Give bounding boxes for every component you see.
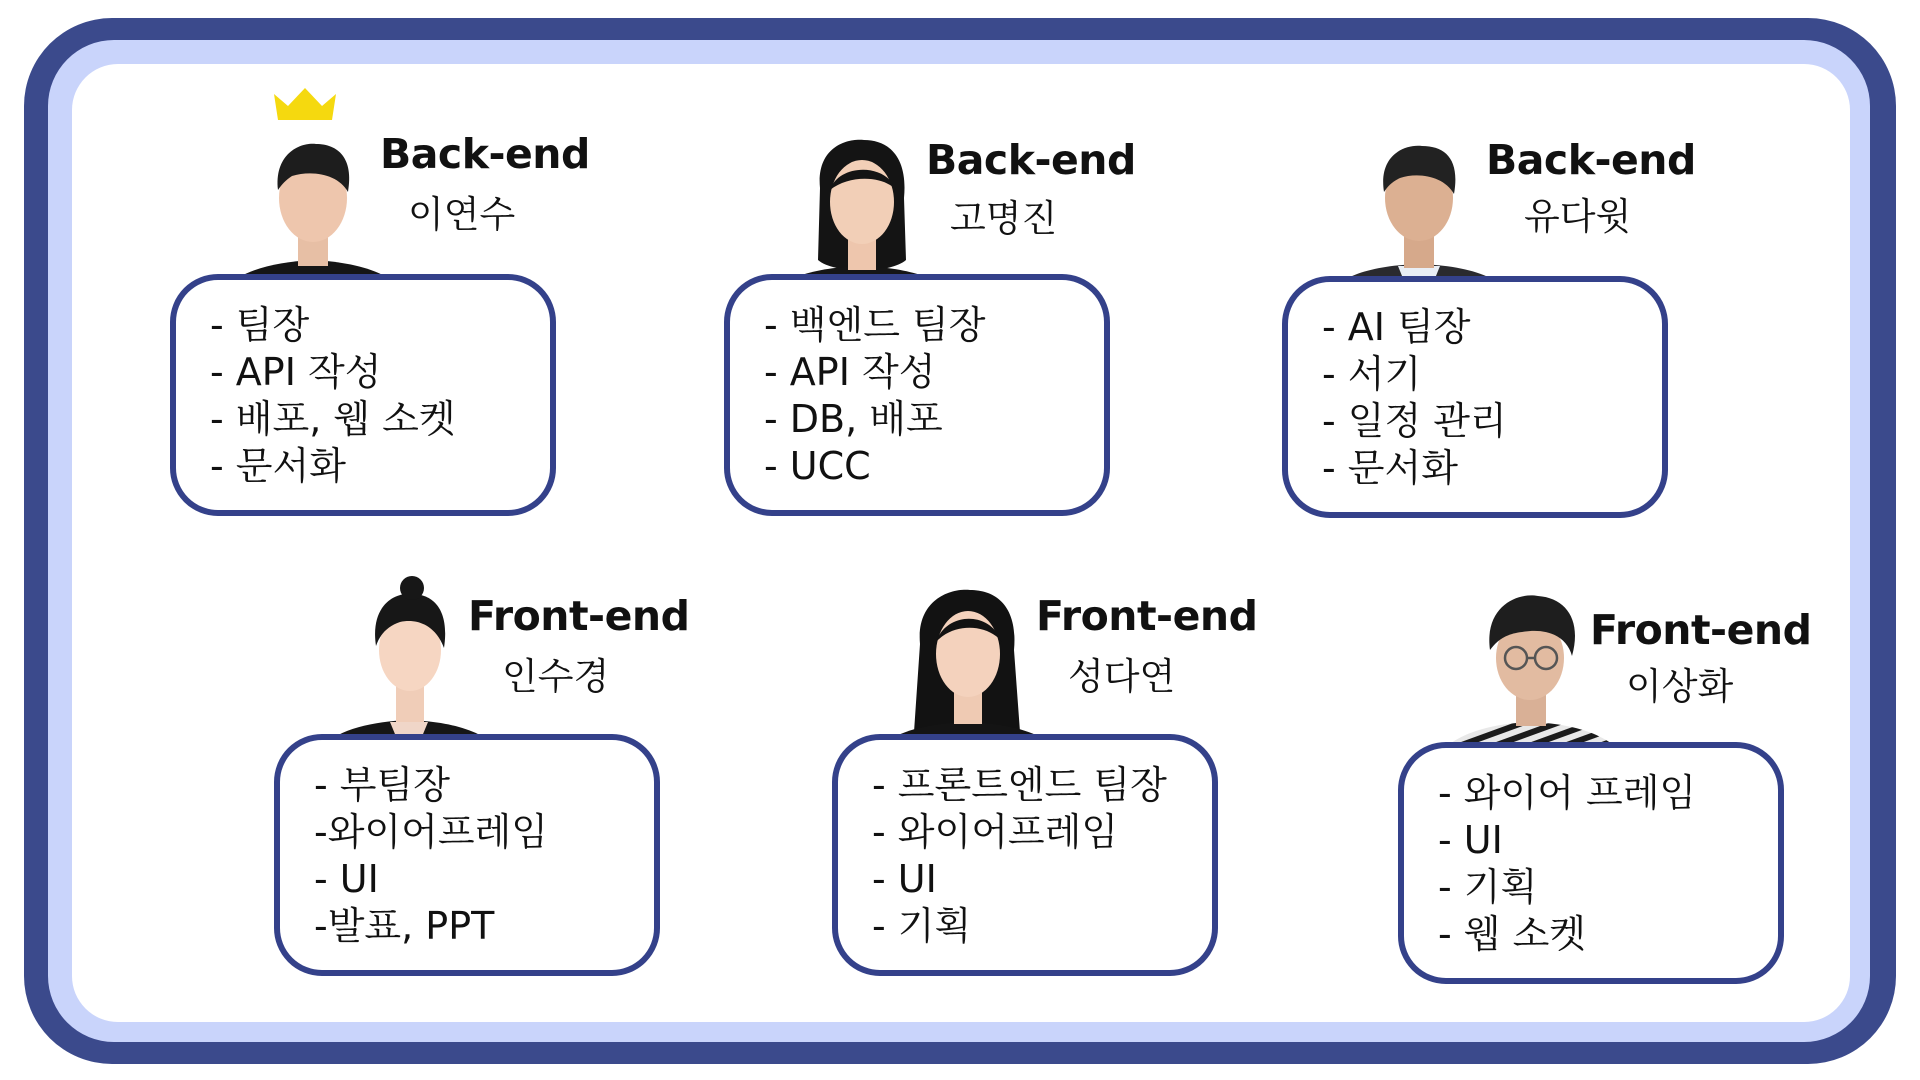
member-name: 이연수 xyxy=(408,193,516,236)
task-item: - 부팀장 xyxy=(314,763,450,807)
member-role: Front-end xyxy=(1036,592,1258,640)
member-card-leesu xyxy=(170,78,690,538)
member-name: 이상화 xyxy=(1626,665,1734,708)
task-item: - UI xyxy=(314,857,379,901)
member-name: 고명진 xyxy=(950,197,1058,240)
member-task-card xyxy=(832,734,1218,976)
member-role: Back-end xyxy=(1486,136,1696,184)
task-item: -발표, PPT xyxy=(314,904,495,948)
member-task-card xyxy=(170,274,556,516)
member-name: 인수경 xyxy=(502,655,610,698)
member-card-gomj xyxy=(728,78,1248,538)
member-card-lsh xyxy=(1396,546,1916,1006)
task-item: - DB, 배포 xyxy=(764,397,943,441)
task-item: - 기획 xyxy=(872,904,972,948)
task-item: - 기획 xyxy=(1438,865,1538,909)
task-item: - 와이어프레임 xyxy=(872,810,1119,854)
task-item: - 팀장 xyxy=(210,303,310,347)
member-card-yudw xyxy=(1284,78,1804,538)
member-role: Front-end xyxy=(468,592,690,640)
task-item: - 일정 관리 xyxy=(1322,399,1507,443)
task-item: - 백엔드 팀장 xyxy=(764,303,986,347)
task-item: - 와이어 프레임 xyxy=(1438,771,1697,815)
task-item: - 문서화 xyxy=(1322,446,1458,490)
task-item: -와이어프레임 xyxy=(314,810,548,854)
member-card-sdy xyxy=(832,540,1352,1000)
task-item: - UI xyxy=(1438,818,1503,862)
member-task-card xyxy=(274,734,660,976)
task-item: - API 작성 xyxy=(210,350,382,394)
task-item: - 웹 소켓 xyxy=(1438,912,1586,956)
task-item: - AI 팀장 xyxy=(1322,305,1471,349)
member-task-card xyxy=(724,274,1110,516)
member-role: Back-end xyxy=(926,136,1136,184)
task-item: - UI xyxy=(872,857,937,901)
member-role: Front-end xyxy=(1590,606,1812,654)
task-item: - 서기 xyxy=(1322,352,1422,396)
task-item: - UCC xyxy=(764,444,871,488)
task-item: - API 작성 xyxy=(764,350,936,394)
member-task-card xyxy=(1282,276,1668,518)
member-task-card xyxy=(1398,742,1784,984)
member-role: Back-end xyxy=(380,130,590,178)
member-name: 유다윗 xyxy=(1524,195,1632,238)
member-name: 성다연 xyxy=(1068,655,1176,698)
task-item: - 배포, 웹 소켓 xyxy=(210,397,456,441)
task-item: - 프론트엔드 팀장 xyxy=(872,763,1167,807)
member-card-insk xyxy=(274,540,794,1000)
task-item: - 문서화 xyxy=(210,444,346,488)
crown-icon xyxy=(272,86,338,122)
